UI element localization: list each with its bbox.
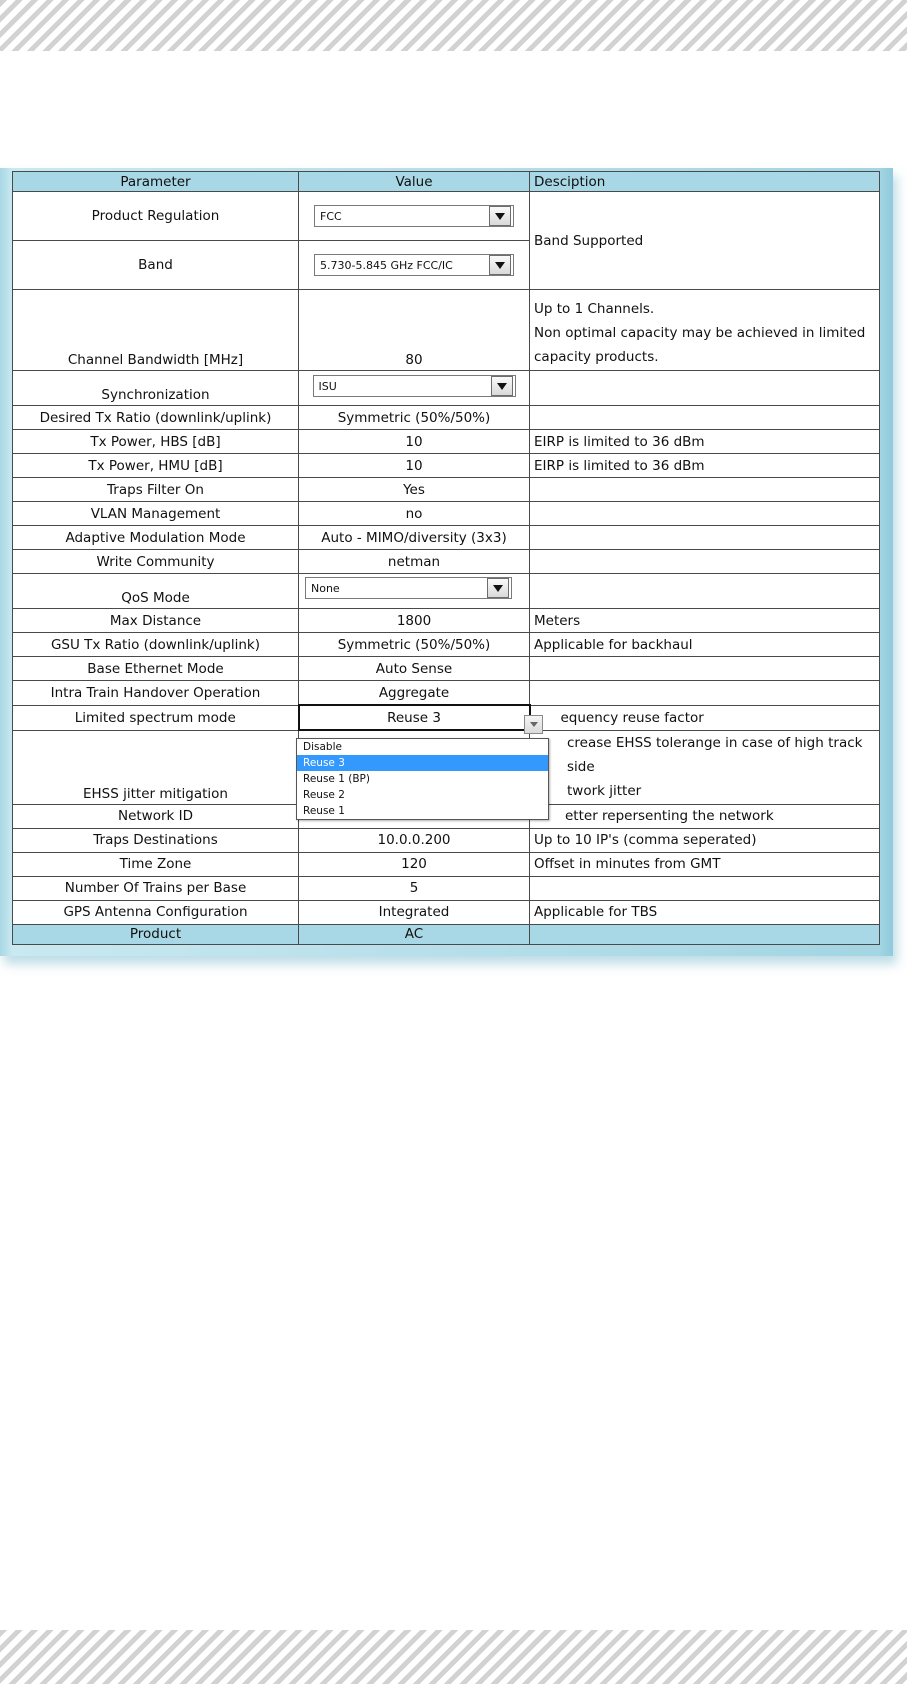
table-row	[13, 705, 880, 730]
value-channel-bandwidth: 80	[299, 290, 530, 371]
desc-product	[530, 924, 880, 944]
header-row	[13, 172, 880, 192]
param-channel-bandwidth: Channel Bandwidth [MHz]	[13, 290, 299, 371]
parameter-table	[12, 171, 880, 945]
param-gsu-tx: GSU Tx Ratio (downlink/uplink)	[13, 633, 299, 657]
param-product-regulation: Product Regulation	[13, 192, 299, 241]
param-ehss: EHSS jitter mitigation	[13, 730, 299, 804]
desc-tx-hbs: EIRP is limited to 36 dBm	[530, 430, 880, 454]
param-write-community: Write Community	[13, 550, 299, 574]
table-row	[13, 924, 880, 944]
dropdown-arrow-icon[interactable]	[491, 376, 513, 396]
table-row	[13, 550, 880, 574]
param-adaptive: Adaptive Modulation Mode	[13, 526, 299, 550]
header-description: Desciption	[530, 172, 880, 192]
header-value: Value	[299, 172, 530, 192]
value-gsu-tx[interactable]: Symmetric (50%/50%)	[299, 633, 530, 657]
parameter-sheet	[12, 171, 879, 945]
desc-desired-tx	[530, 406, 880, 430]
desc-tx-hmu: EIRP is limited to 36 dBm	[530, 454, 880, 478]
desc-num-trains	[530, 876, 880, 900]
value-vlan[interactable]: no	[299, 502, 530, 526]
value-gps[interactable]: Integrated	[299, 900, 530, 924]
desc-qos	[530, 574, 880, 609]
value-limited-spectrum[interactable]: Reuse 3	[299, 705, 530, 730]
desc-synchronization	[530, 371, 880, 406]
desc-intra-train	[530, 681, 880, 706]
table-row	[13, 828, 880, 852]
param-intra-train: Intra Train Handover Operation	[13, 681, 299, 706]
param-traps-destinations: Traps Destinations	[13, 828, 299, 852]
param-product: Product	[13, 924, 299, 944]
dropdown-option-disable[interactable]: Disable	[303, 741, 342, 753]
desc-network-id: etter repersenting the network	[530, 804, 880, 828]
synchronization-value: ISU	[318, 379, 337, 393]
desc-gsu-tx: Applicable for backhaul	[530, 633, 880, 657]
qos-select[interactable]	[305, 577, 512, 599]
value-num-trains[interactable]: 5	[299, 876, 530, 900]
header-stripe	[0, 0, 907, 51]
table-row	[13, 681, 880, 706]
table-row	[13, 454, 880, 478]
value-product[interactable]: AC	[299, 924, 530, 944]
param-time-zone: Time Zone	[13, 852, 299, 876]
desc-time-zone: Offset in minutes from GMT	[530, 852, 880, 876]
value-max-distance[interactable]: 1800	[299, 609, 530, 633]
value-time-zone[interactable]: 120	[299, 852, 530, 876]
qos-value: None	[311, 581, 340, 595]
param-traps-filter: Traps Filter On	[13, 478, 299, 502]
dropdown-option-reuse-1-bp[interactable]: Reuse 1 (BP)	[303, 773, 370, 785]
value-write-community[interactable]: netman	[299, 550, 530, 574]
dropdown-arrow-icon	[530, 722, 538, 727]
dropdown-arrow-icon[interactable]	[489, 206, 511, 226]
param-qos: QoS Mode	[13, 574, 299, 609]
table-row	[13, 657, 880, 681]
value-intra-train[interactable]: Aggregate	[299, 681, 530, 706]
desc-channel-bandwidth: Up to 1 Channels. Non optimal capacity may be achieved in limited capacity products.	[530, 290, 880, 371]
desc-adaptive	[530, 526, 880, 550]
param-limited-spectrum: Limited spectrum mode	[13, 705, 299, 730]
table-row	[13, 609, 880, 633]
table-row	[13, 192, 880, 241]
desc-gps: Applicable for TBS	[530, 900, 880, 924]
param-desired-tx: Desired Tx Ratio (downlink/uplink)	[13, 406, 299, 430]
table-row	[13, 900, 880, 924]
desc-write-community	[530, 550, 880, 574]
dropdown-option-reuse-1[interactable]: Reuse 1	[303, 805, 345, 817]
desc-band: Band Supported	[530, 192, 880, 290]
desc-traps-destinations: Up to 10 IP's (comma seperated)	[530, 828, 880, 852]
param-vlan: VLAN Management	[13, 502, 299, 526]
table-row	[13, 430, 880, 454]
table-row	[13, 290, 880, 371]
table-row	[13, 526, 880, 550]
table-row	[13, 371, 880, 406]
param-base-ethernet: Base Ethernet Mode	[13, 657, 299, 681]
param-gps: GPS Antenna Configuration	[13, 900, 299, 924]
desc-traps-filter	[530, 478, 880, 502]
desc-ehss: crease EHSS tolerange in case of high track side twork jitter	[530, 730, 880, 804]
desc-limited-spectrum: equency reuse factor	[530, 705, 880, 730]
band-value: 5.730-5.845 GHz FCC/IC	[320, 258, 453, 272]
limited-spectrum-dropdown-button[interactable]	[524, 715, 543, 734]
limited-spectrum-dropdown-list[interactable]	[296, 738, 549, 820]
param-band: Band	[13, 241, 299, 290]
param-synchronization: Synchronization	[13, 371, 299, 406]
table-row	[13, 852, 880, 876]
dropdown-arrow-icon[interactable]	[487, 578, 509, 598]
param-max-distance: Max Distance	[13, 609, 299, 633]
product-regulation-select[interactable]	[314, 205, 514, 227]
dropdown-option-reuse-2[interactable]: Reuse 2	[303, 789, 345, 801]
param-network-id: Network ID	[13, 804, 299, 828]
desc-vlan	[530, 502, 880, 526]
header-parameter: Parameter	[13, 172, 299, 192]
value-base-ethernet[interactable]: Auto Sense	[299, 657, 530, 681]
table-row	[13, 502, 880, 526]
dropdown-arrow-icon[interactable]	[489, 255, 511, 275]
dropdown-option-reuse-3[interactable]: Reuse 3	[297, 755, 548, 771]
table-row	[13, 633, 880, 657]
table-row	[13, 406, 880, 430]
product-regulation-value: FCC	[320, 209, 342, 223]
value-adaptive[interactable]: Auto - MIMO/diversity (3x3)	[299, 526, 530, 550]
value-tx-hbs[interactable]: 10	[299, 430, 530, 454]
synchronization-select[interactable]	[313, 375, 516, 397]
table-row	[13, 574, 880, 609]
desc-max-distance: Meters	[530, 609, 880, 633]
value-desired-tx[interactable]: Symmetric (50%/50%)	[299, 406, 530, 430]
param-tx-hbs: Tx Power, HBS [dB]	[13, 430, 299, 454]
table-row	[13, 478, 880, 502]
desc-base-ethernet	[530, 657, 880, 681]
footer-stripe	[0, 1630, 907, 1684]
param-tx-hmu: Tx Power, HMU [dB]	[13, 454, 299, 478]
value-traps-filter[interactable]: Yes	[299, 478, 530, 502]
value-traps-destinations[interactable]: 10.0.0.200	[299, 828, 530, 852]
param-num-trains: Number Of Trains per Base	[13, 876, 299, 900]
table-row	[13, 876, 880, 900]
value-tx-hmu[interactable]: 10	[299, 454, 530, 478]
band-select[interactable]	[314, 254, 514, 276]
